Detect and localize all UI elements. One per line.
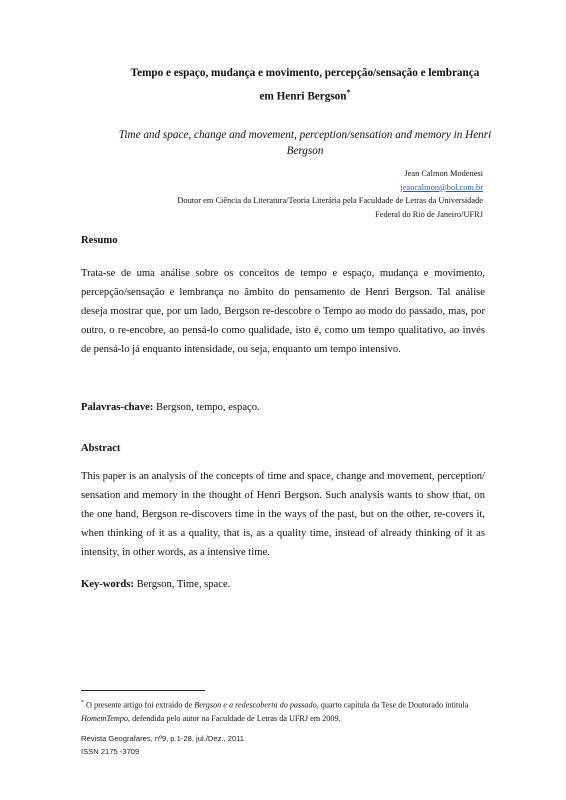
subtitle-line-1: Time and space, change and movement, perception/sensation and memory in Henri bbox=[118, 129, 492, 141]
author-email-link[interactable]: jeancalmon@bol.com.br bbox=[400, 182, 483, 192]
journal-citation: Revista Geografares, nº9, p.1-28, jul./Dez., 2011 bbox=[81, 734, 245, 743]
footnote-mark: * bbox=[81, 700, 84, 706]
author-affiliation-line-2: Federal do Rio de Janeiro/UFRJ bbox=[375, 209, 483, 219]
issn: ISSN 2175 -3709 bbox=[81, 747, 140, 756]
title-footnote-mark: * bbox=[346, 88, 351, 97]
footnote-text-2: , quarto capítula da Tese de Doutorado intitula bbox=[316, 700, 469, 710]
author-block bbox=[83, 167, 483, 221]
article-subtitle bbox=[90, 127, 520, 159]
page-footer bbox=[81, 732, 244, 758]
article-title bbox=[90, 64, 520, 107]
resumo-body bbox=[81, 264, 485, 359]
author-name: Jean Calmon Modenesi bbox=[404, 169, 483, 178]
footnote-text-1: O presente artigo foi extraído de bbox=[84, 700, 195, 710]
abstract-keywords-label: Key-words: bbox=[81, 579, 134, 590]
footnote-thesis-title: HomemTempo bbox=[81, 713, 129, 723]
footnote bbox=[81, 697, 501, 725]
subtitle-line-2: Bergson bbox=[286, 145, 324, 157]
title-line-2-text: em Henri Bergson bbox=[259, 90, 347, 103]
author-affiliation-line-1: Doutor em Ciência da Literatura/Teoria Literária pela Faculdade de Letras da Universidade bbox=[177, 196, 483, 205]
abstract-keywords-value: Bergson, Time, space. bbox=[133, 579, 231, 590]
abstract-text: This paper is an analysis of the concepts of time and space, change and movement, perception/ sensation and memory in the thought of Henri Bergson. Such analysis wants to show that, on the one hand, Bergson re-discovers time in the ways of the past, but on the other, re-covers it, when thinking of it as a quality, that is, as a quality time, instead of already thinking of it as intensity, in other words, as a intensive time. bbox=[81, 471, 485, 558]
footnote-book-title: Bergson e a redescoberta do passado bbox=[194, 700, 317, 710]
resumo-text: Trata-se de uma análise sobre os conceitos de tempo e espaço, mudança e movimento, percepção/sensação e lembrança no âmbito do pensamento de Henri Bergson. Tal análise deseja mostrar que, por um lado, Bergson re-descobre o Tempo ao modo do passado, mas, por outro, o re-encobre, ao pensá-lo como qualidade, isto é, como um tempo qualitativo, ao invés de pensá-lo já enquanto intensidade, ou seja, enquanto um tempo intensivo. bbox=[81, 268, 485, 355]
title-line-2 bbox=[90, 83, 520, 107]
abstract-heading: Abstract bbox=[81, 443, 121, 454]
abstract-body bbox=[81, 467, 485, 562]
title-line-1: Tempo e espaço, mudança e movimento, percepção/sensação e lembrança bbox=[130, 67, 480, 79]
resumo-heading: Resumo bbox=[81, 235, 118, 246]
footnote-divider bbox=[81, 690, 205, 691]
footnote-text-3: , defendida pelo autor na Faculdade de Letras da UFRJ em 2009. bbox=[128, 713, 341, 723]
abstract-keywords bbox=[81, 579, 230, 590]
resumo-keywords-value: Bergson, tempo, espaço. bbox=[153, 402, 260, 413]
resumo-keywords-label: Palavras-chave: bbox=[81, 402, 154, 413]
resumo-keywords bbox=[81, 402, 260, 413]
